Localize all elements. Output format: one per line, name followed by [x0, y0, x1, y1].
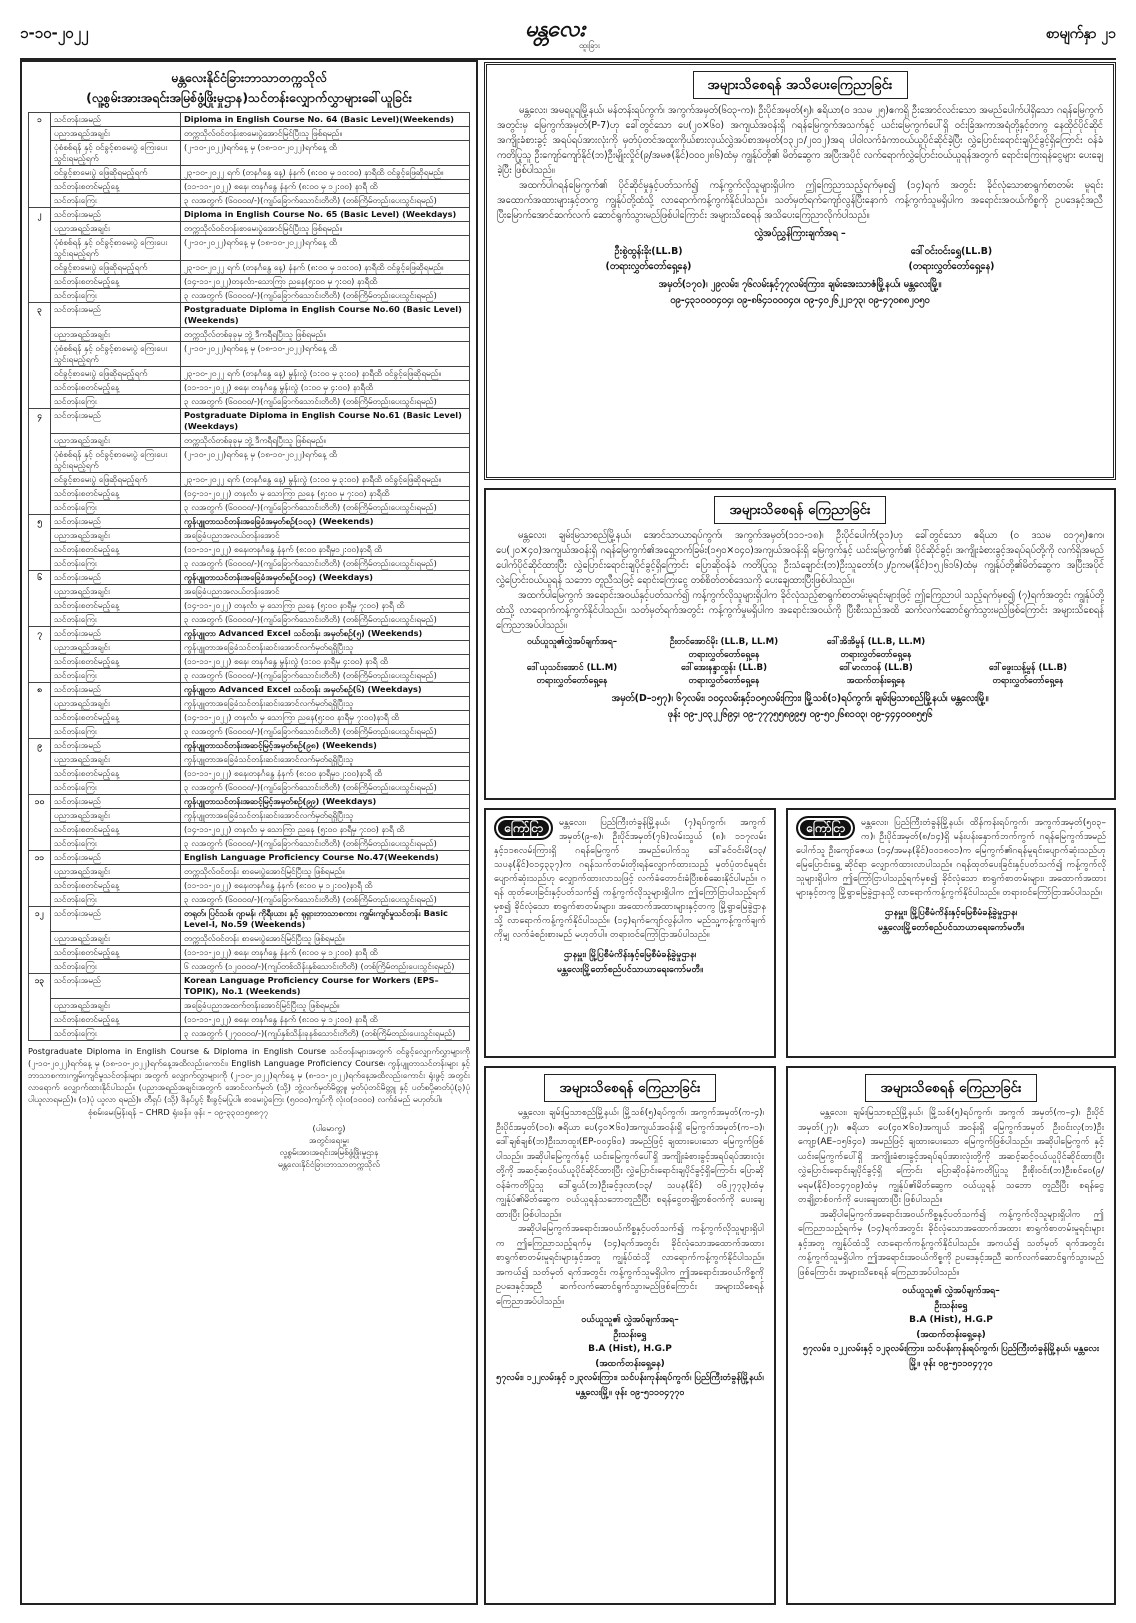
course-row [29, 180, 470, 194]
notice-2-title: အများသိစေရန် ကြေညာခြင်း [714, 496, 885, 524]
course-row [29, 557, 470, 571]
logo-text: မန္တလေး [525, 16, 585, 42]
notice-5-paragraph-2: အဆိုပါမြေကွက်အရောင်းအဝယ်ကိစ္စနှင့်ပတ်သက်၍ ကန့်ကွက်လိုသူများရှိပါက ဤကြေညာသည့်ရက်မှ (၁၄)ရက်အတွင်း ခိုင်လုံသောအထောက်အထား စာရွက်စာတမ်းမူရင်းများနှင့်အတူ ကျွန်ုပ်ထံသို့ လာရောက်ကန့်ကွက်နိုင်ပါသည်။ အကယ်၍ သတ်မှတ် ရက်အတွင်း ကန့်ကွက်သူမရှိပါက ဤအရောင်းအဝယ်ကိစ္စကို ဥပဒေနှင့်အညီ ဆက်လက်ဆောင်ရွက်သွားမည်ဖြစ်ကြောင်း အများသိစေရန် ကြေညာအပ်ပါသည်။ [496, 1224, 764, 1307]
course-field-label: သင်တန်းကြေး [51, 501, 181, 515]
course-row [29, 599, 470, 613]
course-number: ၁၁ [29, 851, 51, 907]
page-header [20, 14, 1116, 62]
course-field-label: သင်တန်းစတင်မည့်နေ့ [51, 381, 181, 395]
course-field-value: ကွန်ပျူတာသင်တန်းအဆင့်မြင့်အမှတ်စဉ်(၉၉) (Weekdays) [181, 795, 470, 809]
course-field-value: (၂-၁၀-၂၀၂၂)ရက်နေ့ မှ (၁၈-၁၀-၂၀၂၂)ရက်နေ့ ထိ [181, 141, 470, 166]
lawyer-e-name: ဒေါ်မာလာဝန် (LL.B) [839, 663, 913, 673]
course-row [29, 328, 470, 342]
course-field-value: ကွန်ပျူတာ Advanced Excel သင်တန်း အမှတ်စဉ်(၅) (Weekends) [181, 627, 470, 641]
course-number: ၁၂ [29, 907, 51, 974]
lawyer-f-title: တရားလွှတ်တော်ရှေ့နေ [992, 676, 1064, 686]
course-field-label: ဝင်ခွင့်စာမေးပွဲ ဖြေဆိုရမည့်ရက် [51, 473, 181, 487]
course-row [29, 999, 470, 1013]
course-field-value: (၁၄-၁၁-၂၀၂၂) တနင်္လာ မှ သောကြာ ညနေ (၅:၀၀ မှ ၇:၀၀) နာရီထိ [181, 487, 470, 501]
course-field-label: ပညာအရည်အချင်း [51, 697, 181, 711]
course-row [29, 767, 470, 781]
course-field-label: သင်တန်းစတင်မည့်နေ့ [51, 599, 181, 613]
course-row [29, 208, 470, 222]
course-field-label: သင်တန်းစတင်မည့်နေ့ [51, 275, 181, 289]
course-field-value: ၃ လအတွက် (၆၀၀၀၀/-)(ကျပ်ခြောက်သောင်းတိတိ) (တစ်ကြိမ်တည်းပေးသွင်းရမည်) [181, 613, 470, 627]
advertisement-2-footer-line-2: မန္တလေးမြို့တော်စည်ပင်သာယာရေးကော်မတီ။ [878, 923, 1024, 933]
course-field-label: သင်တန်းကြေး [51, 893, 181, 907]
course-field-label: သင်တန်းအမည် [51, 208, 181, 222]
course-number: ၆ [29, 571, 51, 627]
course-row [29, 753, 470, 767]
course-field-value: ကွန်ပျူတာအခြေခံသင်တန်းဆင်းအောင်လက်မှတ်ရရှိပြီးသူ [181, 809, 470, 823]
course-row [29, 127, 470, 141]
course-row [29, 1013, 470, 1027]
course-row [29, 434, 470, 448]
course-row [29, 627, 470, 641]
course-field-label: သင်တန်းအမည် [51, 795, 181, 809]
course-field-value: တက္ကသိုလ်ဝင်တန်း စာမေးပွဲအောင်မြင်ပြီးသူ ဖြစ်ရမည်။ [181, 932, 470, 946]
course-number: ၁၃ [29, 974, 51, 1041]
issue-date: ၁-၁၀-၂၀၂၂ [20, 24, 89, 42]
course-field-value: ၃ လအတွက် (၆၀၀၀၀/-)(ကျပ်ခြောက်သောင်းတိတိ) (တစ်ကြိမ်တည်းပေးသွင်းရမည်) [181, 781, 470, 795]
course-row [29, 515, 470, 529]
notice-2-address: အမှတ်(D–၁၅၇)၊ ၆၇လမ်း၊ ၁၀၄လမ်းနှင့်၁၀၅လမ်းကြား၊ မြို့သစ်(၁)ရပ်ကွက်၊ ချမ်းမြသာစည်မြို့နယ်၊ မန္တလေးမြို့။ [611, 693, 989, 704]
course-field-label: သင်တန်းစတင်မည့်နေ့ [51, 767, 181, 781]
contact-label: စုံစမ်းမေးမြန်းရန် [88, 1107, 137, 1117]
course-field-value: English Language Proficiency Course No.47(Weekends) [181, 851, 470, 865]
course-field-label: ပညာအရည်အချင်း [51, 999, 181, 1013]
signature-block [28, 1122, 470, 1170]
course-field-label: ဝင်ခွင့်စာမေးပွဲ ဖြေဆိုရမည့်ရက် [51, 261, 181, 275]
course-field-value: ကွန်ပျူတာအခြေခံသင်တန်းဆင်းအောင်လက်မှတ်ရရှိပြီးသူ [181, 641, 470, 655]
course-field-value: တက္ကသိုလ်တစ်ခုခုမှ ဘွဲ့ ဒီကရီရပြီးသူ ဖြစ်ရမည်။ [181, 328, 470, 342]
course-field-label: သင်တန်းကြေး [51, 725, 181, 739]
notice-5-sign-degree: B.A (Hist), H.G.P [588, 1344, 672, 1354]
course-field-label: သင်တန်းအမည် [51, 739, 181, 753]
course-table [28, 112, 470, 1041]
signature-line-4: မန္တလေးနိုင်ငံခြားဘာသာတက္ကသိုလ် [278, 1159, 380, 1169]
course-row [29, 809, 470, 823]
course-field-value: (၁၁-၁၁-၂၀၂၂) စနေ၊ တနင်္ဂနွေ မွန်းလွဲ (၁:၀၀ နာရီမှ ၄:၀၀) နာရီ ထိ [181, 655, 470, 669]
notice-6-sign-name: ဦးသန်းရွှေ [934, 1300, 968, 1311]
course-field-value: (၁၄-၁၁-၂၀၂၂)တနင်္လာ-သောကြာ ညနေ(၅:၀၀ မှ ၇:၀၀) နာရီထိ [181, 275, 470, 289]
notice-1-paragraph-2: အထက်ပါဂရန်မြေကွက်၏ ပိုင်ဆိုင်မှုနှင့်ပတ်သက်၍ ကန့်ကွက်လိုသူများရှိပါက ဤကြေညာသည့်ရက်မှစ၍ (၁၄)ရက် အတွင်း ခိုင်လုံသောစာရွက်စာတမ်း မူရင်းအထောက်အထားများနှင့်တကွ ကျွန်ုပ်တို့ထံသို့ လာရောက်ကန့်ကွက်နိုင်ပါသည်။ သတ်မှတ်ရက်ကျော်လွန်ပြီးနောက် ကန့်ကွက်သူမရှိပါက အရောင်းအဝယ်ကိစ္စကို ဥပဒေနှင့်အညီ ပြီးမြောက်အောင်ဆက်လက် ဆောင်ရွက်သွားမည်ဖြစ်ပါကြောင်း အများသိစေရန် အသိပေးကြေညာလိုက်ပါသည်။ [497, 180, 1103, 221]
course-field-label: သင်တန်းအမည် [51, 571, 181, 585]
course-field-label: ပညာအရည်အချင်း [51, 127, 181, 141]
notice-title [28, 68, 470, 108]
course-field-label: ဝင်ခွင့်စာမေးပွဲ ဖြေဆိုရမည့်ရက် [51, 367, 181, 381]
course-row [29, 879, 470, 893]
lawyer-a-title: တရားလွှတ်တော်ရှေ့နေ [688, 650, 760, 660]
course-field-label: သင်တန်းအမည် [51, 907, 181, 932]
course-row [29, 946, 470, 960]
course-number: ၃ [29, 303, 51, 409]
course-field-value: Diploma in English Course No. 64 (Basic Level)(Weekends) [181, 113, 470, 127]
course-field-label: သင်တန်းကြေး [51, 669, 181, 683]
course-field-label: သင်တန်းကြေး [51, 1027, 181, 1041]
course-field-value: (၁၄-၁၁-၂၀၂၂) တနင်္လာ မှ သောကြာ ညနေ (၅:၀၀ နာရီမှ ၇:၀၀) နာရီ ထိ [181, 823, 470, 837]
course-field-label: ပုံစံစစ်ရန် နှင့် ဝင်ခွင့်စာမေးပွဲ ကြေးပေးသွင်းရမည့်ရက် [51, 342, 181, 367]
advertisement-notice-1 [484, 808, 776, 1058]
course-field-label: ပညာအရည်အချင်း [51, 328, 181, 342]
course-field-label: သင်တန်းအမည် [51, 515, 181, 529]
notice-5-title: အများသိစေရန် ကြေညာခြင်း [544, 1074, 715, 1102]
notice-6-paragraph-2: အဆိုပါမြေကွက်အရောင်းအဝယ်ကိစ္စနှင့်ပတ်သက်၍ ကန့်ကွက်လိုသူများရှိပါက ဤကြေညာသည့်ရက်မှ (၁၄)ရက်အတွင်း ခိုင်လုံသောအထောက်အထား စာရွက်စာတမ်းမူရင်းများနှင့်အတူ ကျွန်ုပ်ထံသို့ လာရောက်ကန့်ကွက်နိုင်ပါသည်။ အကယ်၍ သတ်မှတ် ရက်အတွင်း ကန့်ကွက်သူမရှိပါက ဤအရောင်းအဝယ်ကိစ္စကို ဥပဒေနှင့်အညီ ဆက်လက်ဆောင်ရွက်သွားမည်ဖြစ်ကြောင်း အများသိစေရန် ကြေညာအပ်ပါသည်။ [798, 1209, 1104, 1278]
course-field-label: ပညာအရည်အချင်း [51, 434, 181, 448]
course-row [29, 529, 470, 543]
lawyer-c-name: ဒေါ်ယုသင်းအောင် (LL.M) [526, 663, 618, 673]
course-field-label: သင်တန်းစတင်မည့်နေ့ [51, 879, 181, 893]
course-field-label: ပညာအရည်အချင်း [51, 222, 181, 236]
notice-5-address: ၅၇လမ်း၊ ၁၂၂လမ်းနှင့် ၁၂၃လမ်းကြား၊ သင်ပန်းကုန်းရပ်ကွက်၊ ပြည်ကြီးတံခွန်မြို့နယ်၊ မန္တလေးမြို့။ ဖုန်း ၀၉-၅၁၁၀၄၇၇၀ [496, 1373, 764, 1398]
notice-1-title: အများသိစေရန် အသိပေးကြေညာခြင်း [693, 71, 908, 99]
course-field-value: (၂-၁၀-၂၀၂၂)ရက်နေ့ မှ (၁၈-၁၀-၂၀၂၂)ရက်နေ့ ထိ [181, 448, 470, 473]
course-row [29, 585, 470, 599]
course-row [29, 907, 470, 932]
course-field-value: Diploma in English Course No. 65 (Basic Level) (Weekdays) [181, 208, 470, 222]
course-field-label: သင်တန်းစတင်မည့်နေ့ [51, 543, 181, 557]
course-row [29, 823, 470, 837]
course-field-label: သင်တန်းစတင်မည့်နေ့ [51, 180, 181, 194]
course-number: ၁ [29, 113, 51, 208]
course-field-value: ၃ လအတွက် (၆၀၀၀၀/-)(ကျပ်ခြောက်သောင်းတိတိ) (တစ်ကြိမ်တည်းပေးသွင်းရမည်) [181, 194, 470, 208]
course-field-label: သင်တန်းစတင်မည့်နေ့ [51, 1013, 181, 1027]
course-field-label: သင်တန်းကြေး [51, 960, 181, 974]
course-field-value: ၃ လအတွက် (၆၀၀၀၀/-)(ကျပ်ခြောက်သောင်းတိတိ) (တစ်ကြိမ်တည်းပေးသွင်းရမည်) [181, 669, 470, 683]
course-field-value: (၁၁-၁၁-၂၀၂၂) စနေ၊တနင်္ဂနွေ နံနက် (၈:၀၀ မှ ၁၂:၀၀)နာရီ ထိ [181, 879, 470, 893]
notice-6-title: အများသိစေရန် ကြေညာခြင်း [865, 1074, 1036, 1102]
course-field-label: သင်တန်းအမည် [51, 851, 181, 865]
course-field-value: ၃ လအတွက် (၆၀၀၀၀/-)(ကျပ်ခြောက်သောင်းတိတိ) (တစ်ကြိမ်တည်းပေးသွင်းရမည်) [181, 557, 470, 571]
contact-line [28, 1106, 470, 1118]
lawyer-1 [606, 244, 692, 274]
lawyer-c [496, 662, 648, 688]
course-field-label: သင်တန်းကြေး [51, 837, 181, 851]
notice-2-paragraph-1: မန္တလေး၊ ချမ်းမြသာစည်မြို့နယ်၊ အောင်သာယာရပ်ကွက်၊ အကွက်အမှတ်(၁၁၁-၁၈)၊ ဦးပိုင်ပေါက်(၃၁)ဟု ခေါ်တွင်သော ဧရိယာ (၀ ဒသမ ၀၁၇၅)ဧက၊ ပေ(၂၀×၄၀)အကျယ်အဝန်းရှိ ဂရန်မြေကွက်၏အရှေ့ဘက်ခြမ်း(၁၅၀×၀၄၀)အကျယ်အဝန်းရှိ မြေကွက်နှင့် ယင်းမြေကွက်၏ ပိုင်ဆိုင်ခွင့်၊ အကျိုးခံစားခွင့်အရပ်ရပ်တို့ကို လက်ရှိအမည်ပေါက်ပိုင်ဆိုင်ထားပြီး လွှဲပြောင်းရောင်းချပိုင်ခွင့်ရှိကြောင်း ပြောဆိုဝန်ခံ ကတိပြုသူ ဦးသံချောင်း(ဘ)ဦးသူတော်(၁၂/ဥကမ(နိုင်)၁၅၂၆၁၆)ထံမှ ကျွန်ုပ်တို့၏မိတ်ဆွေက အပြီးအပိုင် လွှဲပြောင်း၀ယ်ယူရန် သဘော တူညီသဖြင့် ရောင်းကြေးငွေ တစ်စိတ်တစ်ဒေသကို ပေးချေထားပြီးဖြစ်ပါသည်။ [496, 530, 1104, 586]
advertisement-2-footer [796, 906, 1106, 936]
course-field-value: ကွန်ပျူတာ Advanced Excel သင်တန်း အမှတ်စဉ်(၆) (Weekdays) [181, 683, 470, 697]
course-field-value: တက္ကသိုလ်တစ်ခုခုမှ ဘွဲ့ ဒီကရီရပြီးသူ ဖြစ်ရမည်။ [181, 434, 470, 448]
course-field-value: ၆ လအတွက် (၁၂၀၀၀၀/-)(ကျပ်တစ်သိန်းနှစ်သောင်းတိတိ) (တစ်ကြိမ်တည်းပေးသွင်းရမည်) [181, 960, 470, 974]
course-field-value: အခြေခံပညာအလယ်တန်းအောင် [181, 585, 470, 599]
course-row [29, 655, 470, 669]
lawyer-d-name: ဒေါ်အေးနန္ဒာထွန်း (LL.B) [680, 663, 768, 673]
course-field-value: (၁၄-၁၁-၂၀၂၂) တနင်္လာ မှ သောကြာ ညနေ (၅:၀၀ နာရီမှ ၇:၀၀) နာရီ ထိ [181, 599, 470, 613]
course-field-value: (၂-၁၀-၂၀၂၂)ရက်နေ့ မှ (၁၈-၁၀-၂၀၂၂)ရက်နေ့ ထိ [181, 342, 470, 367]
course-row [29, 395, 470, 409]
course-row [29, 795, 470, 809]
course-field-value: ၂၃-၁၀-၂၀၂၂ ရက် (တနင်္ဂနွေ နေ့) နံနက် (၈:၀၀ မှ ၁၀:၀၀) နာရီထိ ဝင်ခွင့်ဖြေဆိုရမည်။ [181, 166, 470, 180]
course-field-value: ကွန်ပျူတာအခြေခံသင်တန်းဆင်းအောင်လက်မှတ်ရရှိပြီးသူ [181, 753, 470, 767]
course-field-label: ပညာအရည်အချင်း [51, 585, 181, 599]
course-row [29, 367, 470, 381]
course-row [29, 641, 470, 655]
course-row [29, 194, 470, 208]
signature-line-2: အတွင်းရေးမှူး [308, 1135, 350, 1145]
course-field-value: Korean Language Proficiency Course for Workers (EPS–TOPIK), No.1 (Weekends) [181, 974, 470, 999]
course-field-label: ပညာအရည်အချင်း [51, 529, 181, 543]
course-field-label: သင်တန်းကြေး [51, 194, 181, 208]
lawyer-2-title: (တရားလွှတ်တော်ရှေ့နေ) [908, 261, 995, 272]
course-field-label: ပုံစံစစ်ရန် နှင့် ဝင်ခွင့်စာမေးပွဲ ကြေးပေးသွင်းရမည့်ရက် [51, 236, 181, 261]
course-number: ၄ [29, 409, 51, 515]
notice-6-sign-title: (အထက်တန်းရှေ့နေ) [916, 1329, 986, 1340]
course-field-label: သင်တန်းစတင်မည့်နေ့ [51, 823, 181, 837]
advertisement-2-footer-line-1: ဌာနမှူး၊ မြို့ပြစီမံကိန်းနှင့်မြေစီမံခန့်ခွဲမှုဌာန၊ [884, 908, 1018, 918]
course-field-value: (၁၁-၁၁-၂၀၂၂) စနေ၊တနင်္ဂနွေ နံနက် (၈:၀၀ နာရီမှ၁၂:၀၀)နာရီ ထိ [181, 767, 470, 781]
lawyer-a-name: ဦးတင်အောင်မိုး (LL.B, LL.M) [669, 637, 779, 647]
lawyer-e [800, 662, 952, 688]
course-field-value: အခြေခံပညာအထက်တန်းအောင်မြင်ပြီးသူ ဖြစ်ရမည်။ [181, 999, 470, 1013]
course-field-value: Postgraduate Diploma in English Course No.60 (Basic Level) (Weekends) [181, 303, 470, 328]
course-field-label: သင်တန်းကြေး [51, 613, 181, 627]
course-field-label: ပညာအရည်အချင်း [51, 753, 181, 767]
footer-note: Postgraduate Diploma in English Course & Diploma in English Course သင်တန်းများအတွက် ဝင်ခွင့်လျှောက်လွှာများကို (၂-၁၀-၂၀၂၂)ရက်နေ့ မှ (၁၈-၁၀-၂၀၂၂)ရက်နေ့အထိလည်းကောင်း၊ English Language Proficiency Course၊ ကွန်ပျူတာသင်တန်းများ နှင့် ဘာသာစကားကျွမ်းကျင်မှုသင်တန်းများ အတွက် လျှောက်လွှာများကို (၂-၁၀-၂၀၂၂)ရက်နေ့ မှ (၈-၁၁-၂၀၂၂)ရက်နေ့အထိလည်းကောင်း ရုံးဖွင့် အတွင်းလာရောက် လျှောက်ထားနိုင်ပါသည်။ (ပညာအရည်အချင်းအတွက် အောင်လက်မှတ် (သို့) ဘွဲ့လက်မှတ်မိတ္တူ၊ မှတ်ပုံတင်မိတ္တူ နှင့် ပတ်စပို့ဓာတ်ပုံ(၃)ပုံ ပါယူလာရမည်)။ (၁)ပုံ ယူလာ ရမည်)။ တီရှပ် (သို့) ဖိနပ်ပွင့် စီးခွင့်မပြုပါ။ စာမေးပွဲကြေး (၅၀၀၀)ကျပ်ကို လုံးဝ(၁၀၀၀) လက်ခံမည် မဟုတ်ပါ။ [28, 1046, 470, 1104]
course-field-value: ၃ လအတွက် (၆၀၀၀၀/-)(ကျပ်ခြောက်သောင်းတိတိ) (တစ်ကြိမ်တည်းပေးသွင်းရမည်) [181, 395, 470, 409]
course-number: ၈ [29, 683, 51, 739]
course-field-value: ၃ လအတွက် (၆၀၀၀၀/-)(ကျပ်ခြောက်သောင်းတိတိ) (တစ်ကြိမ်တည်းပေးသွင်းရမည်) [181, 893, 470, 907]
course-number: ၂ [29, 208, 51, 303]
notice-2-lawyer-heading: ဝယ်ယူသူ၏လွှဲအပ်ချက်အရ– [526, 637, 618, 647]
course-row [29, 932, 470, 946]
lawyer-b [800, 636, 952, 662]
course-number: ၉ [29, 739, 51, 795]
notice-footer [28, 1045, 470, 1118]
course-row [29, 893, 470, 907]
course-row [29, 851, 470, 865]
notice-2-phone: ဖုန်း ၀၉-၂၀၃၂၂၆၉၄၊ ၀၉-၇၇၇၅၅၈၉၉၅၊ ၀၉-၅၀၂၆၈၁၀၃၊ ၀၉-၄၄၄၀၀၈၅၅၆ [667, 709, 933, 720]
course-row [29, 837, 470, 851]
lawyer-b-name: ဒေါ်အိအိမွန် (LL.B, LL.M) [826, 637, 926, 647]
notice-6-paragraph-1: မန္တလေး၊ ချမ်းမြသာစည်မြို့နယ်၊ မြို့သစ်(၅)ရပ်ကွက်၊ အကွက် အမှတ်(က–၄)၊ ဦးပိုင်အမှတ်(၂၇)၊ ဧရိယာ ပေ(၄၀×၆၀)အကျယ် အဝန်းရှိ မြေကွက်အမှတ် ဦးဝင်းလှ(ဘ)ဦးကျော့(AE–၁၅၆၄၀) အမည်ဖြင့် ချထားပေးသော မြေကွက်ဖြစ်ပါသည်။ အဆိုပါမြေကွက် နှင့်ယင်းမြေကွက်ပေါ်ရှိ အကျိုးခံစားခွင့်အရပ်ရပ်အားလုံးတို့ကို အဆင့်ဆင့်ဝယ်ယူပိုင်ဆိုင်ထားပြီး လွှဲပြောင်းရောင်းချပိုင်ခွင့်ရှိ ကြောင်း ပြောဆိုဝန်ခံကတိပြုသူ ဦးစိုးဝင်း(ဘ)ဦးစင်ဝေ(၉/ မရမ(နိုင်)၀၁၄၇၀၉)ထံမှ ကျွန်ုပ်၏မိတ်ဆွေက ဝယ်ယူရန် သဘော တူညီပြီး စရန်ငွေတချို့တစ်ဝက်ကို ပေးချေထားပြီး ဖြစ်ပါသည်။ [798, 1108, 1104, 1205]
course-row [29, 303, 470, 328]
course-field-label: သင်တန်းအမည် [51, 974, 181, 999]
course-row [29, 487, 470, 501]
notice-1-lawyers [497, 244, 1103, 274]
course-row [29, 697, 470, 711]
course-number: ၅ [29, 515, 51, 571]
course-row [29, 571, 470, 585]
notice-2-paragraph-2: အထက်ပါမြေကွက် အရောင်းအဝယ်နှင့်ပတ်သက်၍ ကန့်ကွက်လိုသူများရှိပါက ခိုင်လုံသည့်စာရွက်စာတမ်းမူရင်းများဖြင့် ဤကြေညာပါ သည့်ရက်မှစ၍ (၇)ရက်အတွင်း ကျွန်ုပ်တို့ထံသို့ လာရောက်ကန့်ကွက်နိုင်ပါသည်။ သတ်မှတ်ရက်အတွင်း ကန့်ကွက်မှုမရှိပါက အရောင်းအဝယ်ကို ပြီးစီးသည်အထိ ဆက်လက်ဆောင်ရွက်သွားမည်ဖြစ်ကြောင်း အများသိစေရန် ကြေညာအပ်ပါသည်။ [496, 590, 1104, 631]
course-field-label: သင်တန်းအမည် [51, 409, 181, 434]
notice-5-sign-heading: ဝယ်ယူသူ၏ လွှဲအပ်ချက်အရ– [581, 1315, 679, 1325]
course-row [29, 1027, 470, 1041]
course-field-label: သင်တန်းအမည် [51, 113, 181, 127]
signature-line-1: (ပါမောက္ခ) [312, 1123, 346, 1133]
contact-value: – CHRD ရုံးခန်း၊ ဖုန်း – ၀၉-၃၃၀၁၅၈၈၇၇ [139, 1107, 268, 1117]
lawyer-f-name: ဒေါ်ဖွေးသန့်မွန် (LL.B) [988, 663, 1068, 673]
course-field-value: တက္ကသိုလ်ဝင်တန်းစာမေးပွဲအောင်မြင်ပြီးသူ ဖြစ်ရမည်။ [181, 127, 470, 141]
course-row [29, 711, 470, 725]
course-field-value: (၁၁-၁၁-၂၀၂၂) စနေ၊ တနင်္ဂနွေ မွန်းလွဲ (၁:၀၀ မှ ၄:၀၀) နာရီထိ [181, 381, 470, 395]
course-field-label: ပညာအရည်အချင်း [51, 641, 181, 655]
course-field-label: ပုံစံစစ်ရန် နှင့် ဝင်ခွင့်စာမေးပွဲ ကြေးပေးသွင်းရမည့်ရက် [51, 141, 181, 166]
notice-1-address: အမှတ်(၁၇၀)၊ ၂၉လမ်း၊ ၇၆လမ်းနှင့်၇၇လမ်းကြား၊ ချမ်းအေးသာဇံမြို့နယ်၊ မန္တလေးမြို့။ [658, 279, 942, 290]
lawyer-1-title: (တရားလွှတ်တော်ရှေ့နေ) [605, 261, 692, 272]
course-field-value: (၁၁-၁၁-၂၀၂၂) စနေ၊တနင်္ဂနွေ နံနက် (၈:၀၀ နာရီမှ၁၂:၀၀)နာရီ ထိ [181, 543, 470, 557]
course-field-label: သင်တန်းစတင်မည့်နေ့ [51, 946, 181, 960]
course-field-label: သင်တန်းစတင်မည့်နေ့ [51, 655, 181, 669]
lawyer-e-title: အထက်တန်းရှေ့နေ [846, 676, 906, 686]
course-field-value: ၂၃-၁၀-၂၀၂၂ ရက် (တနင်္ဂနွေ နေ့) နံနက် (၈:၀၀ မှ ၁၀:၀၀) နာရီထိ ဝင်ခွင့်ဖြေဆိုရမည်။ [181, 261, 470, 275]
course-row [29, 960, 470, 974]
newspaper-logo [525, 14, 617, 54]
course-row [29, 448, 470, 473]
advertisement-1-footer [494, 948, 766, 978]
course-row [29, 739, 470, 753]
course-row [29, 501, 470, 515]
course-row [29, 222, 470, 236]
notice-5-paragraph-1: မန္တလေး၊ ချမ်းမြသာစည်မြို့နယ်၊ မြို့သစ်(၅)ရပ်ကွက်၊ အကွက်အမှတ်(က-၄)၊ ဦးပိုင်အမှတ်(၁၀)၊ ဧရိယာ ပေ(၄၀×၆၀)အကျယ်အဝန်းရှိ မြေကွက်အမှတ်(က–၁)၊ ဒေါ်ချစ်ချစ်(ဘ)ဦးသာထူး(EP-၀၀၄၆၀) အမည်ဖြင့် ချထားပေးသော မြေကွက်ဖြစ်ပါသည်။ အဆိုပါမြေကွက်နှင့် ယင်းမြေကွက်ပေါ်ရှိ အကျိုးခံစားခွင့်အရပ်ရပ်အားလုံးတို့ကို အဆင့်ဆင့်ဝယ်ယူပိုင်ဆိုင်ထားပြီး လွှဲပြောင်းရောင်းချပိုင်ခွင့်ရှိကြောင်း ပြောဆို ဝန်ခံကတိပြုသူ ဒေါ်ရွယ်(ဘ)ဦးခင့်ဒုလာ(၁၃/ သပန(နိုင်) ၀၆၂၇၇၃)ထံမှ ကျွန်ုပ်၏မိတ်ဆွေက ဝယ်ယူရန်သဘောတူညီပြီး စရန်ငွေတချို့တစ်ဝက်ကို ပေးချေထားပြီး ဖြစ်ပါသည်။ [496, 1108, 764, 1220]
course-field-label: သင်တန်းအမည် [51, 627, 181, 641]
notice-6-sign-degree: B.A (Hist), H.G.P [909, 1315, 993, 1325]
notice-6-address: ၅၇လမ်း၊ ၁၂၂လမ်းနှင့် ၁၂၃လမ်းကြား၊ သင်ပန်းကုန်းရပ်ကွက်၊ ပြည်ကြီးတံခွန်မြို့နယ်၊ မန္တလေးမြို့။ ဖုန်း ၀၉-၅၁၁၀၄၇၇၀ [802, 1344, 1100, 1369]
public-notice-1 [484, 62, 1116, 480]
course-number: ၁၀ [29, 795, 51, 851]
advertisement-2-text: မန္တလေး၊ ပြည်ကြီးတံခွန်မြို့နယ်၊ ထိန်ကန်းရပ်ကွက်၊ အကွက်အမှတ်(၅၀၃–က)၊ ဦးပိုင်အမှတ်(၈/၁၄)ရှိ မန်းပန်းနှောက်ဘက်ကွက် ဂရန်မြေကွက်အမည်ပေါက်သူ ဦးကျော်ဇေယ (၁၄/အမန(နိုင်)၀၀၁၈၀၁)က မြေကွက်၏ဂရန်မူရင်းပျောက်ဆုံးသည်ဟု မြေပြောင်းရွှေ့ ဆိုင်ရာ လျှောက်ထားလာပါသည်။ ဂရန်ထုတ်ပေးခြင်းနှင့်ပတ်သက်၍ ကန့်ကွက်လိုသူများရှိပါက ဤကြော်ငြာပါသည့်ရက်မှစ၍ ခိုင်လုံသော စာရွက်စာတမ်းများ၊ အထောက်အထားများနှင့်တကွ မြို့ရွာမြေခွဲဌာနသို့ လာရောက်ကန့်ကွက်နိုင်ပါသည်။ တရားဝင်ကြော်ငြာအပ်ပါသည်။ [796, 818, 1106, 898]
course-row [29, 113, 470, 127]
course-field-label: ပညာအရည်အချင်း [51, 932, 181, 946]
advertisement-badge-2: ကြော်ငြာ [796, 816, 855, 840]
course-field-value: ၃ လအတွက် (၆၀၀၀၀/-)(ကျပ်ခြောက်သောင်းတိတိ) (တစ်ကြိမ်တည်းပေးသွင်းရမည်) [181, 289, 470, 303]
course-row [29, 381, 470, 395]
lawyer-2 [909, 244, 995, 274]
lawyer-2-name: ဒေါ်ဝင်းဝင်းရွှေ(LL.B) [910, 246, 993, 257]
lawyer-a [648, 636, 800, 662]
advertisement-1-footer-line-1: ဌာနမှူး၊ မြို့ပြစီမံကိန်းနှင့်မြေစီမံခန့်ခွဲမှုဌာန၊ [563, 950, 697, 960]
lawyer-b-title: တရားလွှတ်တော်ရှေ့နေ [840, 650, 912, 660]
notice-title-line-2: (လူ့စွမ်းအားအရင်းအမြစ်ဖွံ့ဖြိုးမှုဌာန)သင်တန်းလျှောက်လွှာများခေါ်ယူခြင်း [86, 90, 412, 105]
course-field-value: တက္ကသိုလ်ဝင်တန်း စာမေးပွဲအောင်မြင်ပြီးသူ ဖြစ်ရမည်။ [181, 865, 470, 879]
advertisement-1-text: မန္တလေး၊ ပြည်ကြီးတံခွန်မြို့နယ်၊ (၇)ရပ်ကွက်၊ အကွက်အမှတ်(၉-၈)၊ ဦးပိုင်အမှတ်(၇၆)လမ်းသွယ် (၈)၊ ၁၁၇လမ်းနှင့်၁၁၈လမ်းကြားရှိ ဂရန်မြေကွက် အမည်ပေါက်သူ ဒေါ်ခင်ဝင်းမိ(၁၃/သပန(နိုင်)၀၁၄၃၃၇)က ဂရန်သက်တမ်းတိုးရန်လျှောက်ထားသည့် မှတ်ပုံတင်မူရင်း ပျောက်ဆုံးသည်ဟု လျှောက်ထားလာသဖြင့် လက်ခံတောင်းခံပြီးစစ်ဆေးနိုင်ပါမည်။ ဂရန် ထုတ်ပေးခြင်းနှင့်ပတ်သက်၍ ကန့်ကွက်လိုသူများရှိပါက ဤကြော်ငြာပါသည့်ရက်မှစ၍ ခိုင်လုံသော စာရွက်စာတမ်းများ၊ အထောက်အထားများနှင့်တကွ မြို့ရွာမြေခွဲဌာနသို့ လာရောက်ကန့်ကွက်နိုင်ပါသည်။ (၁၄)ရက်ကျော်လွန်ပါက မည်သူ့ကန့်ကွက်ချက်ကိုမျှ လက်ခံစဉ်းစားမည် မဟုတ်ပါ။ တရားဝင်ကြော်ငြာအပ်ပါသည်။ [494, 818, 766, 940]
course-row [29, 781, 470, 795]
notice-2-lawyers [496, 636, 1104, 688]
course-field-label: သင်တန်းစတင်မည့်နေ့ [51, 711, 181, 725]
course-field-value: ကွန်ပျူတာအခြေခံသင်တန်းဆင်းအောင်လက်မှတ်ရရှိပြီးသူ [181, 697, 470, 711]
course-field-value: ၂၃-၁၀-၂၀၂၂ ရက် (တနင်္ဂနွေ နေ့) မွန်းလွဲ (၁:၀၀ မှ ၃:၀၀) နာရီထိ ဝင်ခွင့်ဖြေဆိုရမည်။ [181, 367, 470, 381]
advertisement-notice-2 [786, 808, 1116, 1058]
course-field-label: သင်တန်းကြေး [51, 289, 181, 303]
course-field-label: သင်တန်းအမည် [51, 683, 181, 697]
lawyer-f [952, 662, 1104, 688]
signature-line-3: လူ့စွမ်းအားအရင်းအမြစ်ဖွံ့ဖြိုးမှုဌာန [279, 1147, 379, 1157]
course-row [29, 261, 470, 275]
course-field-label: ပညာအရည်အချင်း [51, 809, 181, 823]
course-field-label: သင်တန်းကြေး [51, 395, 181, 409]
course-field-value: ၃ လအတွက် (၆၀၀၀၀/-)(ကျပ်ခြောက်သောင်းတိတိ) (တစ်ကြိမ်တည်းပေးသွင်းရမည်) [181, 837, 470, 851]
course-row [29, 289, 470, 303]
course-field-label: ဝင်ခွင့်စာမေးပွဲ ဖြေဆိုရမည့်ရက် [51, 166, 181, 180]
notice-5-signature [496, 1313, 764, 1400]
course-field-value: (၁၁-၁၁-၂၀၂၂) စနေ၊ တနင်္ဂနွေ နံနက် (၈:၀၀ မှ ၁၂:၀၀) နာရီ ထိ [181, 946, 470, 960]
course-field-value: ကွန်ပျူတာသင်တန်းအဆင့်မြင့်အမှတ်စဉ်(၉၈) (Weekends) [181, 739, 470, 753]
course-row [29, 725, 470, 739]
course-field-value: Postgraduate Diploma in English Course No.61 (Basic Level) (Weekdays) [181, 409, 470, 434]
notice-1-paragraph-1: မန္တလေး၊ အမရပူရမြို့နယ်၊ မန်တန်းရပ်ကွက်၊ အကွက်အမှတ်(၆၀၃-က)၊ ဦးပိုင်အမှတ်(၅)၊ ဧရိယာ(၀ ဒသမ ၂၅)ဧကရှိ ဦးအောင်လင်းသော အမည်ပေါက်ပါရှိသော ဂရန်မြေကွက်အတွင်းမှ မြေကွက်အမှတ်(P-7)ဟု ခေါ်တွင်သော ပေ(၂၀×၆၀) အကျယ်အဝန်းရှိ ဂရန်မြေကွက်အသက်နှင့် ယင်းမြေကွက်ပေါ်ရှိ ဝင်းခြံအကာအရံတို့နှင့်တကွ နေထိုင်ပိုင်ဆိုင်အကျိုးခံစားခွင့် အရပ်ရပ်အားလုံးကို မှတ်ပုံတင်အထူးကိုယ်စားလှယ်လွှဲအပ်စာအမှတ်(၁၃၂၁/၂၀၁၂)အရ ပါဝါလက်ခံကာ၀ယ်ယူပိုင်ဆိုင်ခဲ့ပြီး လွှဲပြောင်းရောင်းချပိုင်ခွင့်ရှိကြောင်း ဝန်ခံကတိပြုသူ ဦးကျော်ကျော်နိုင်(ဘ)ဦးမျိုးလှိုင်(၉/အမဇ(နိုင်)၀၀၀၂၈၆)ထံမှ ကျွန်ုပ်တို့၏ မိတ်ဆွေက အပြီးအပိုင် လက်ရောက်လွှဲပြောင်း၀ယ်ယူရန်အတွက် ရောင်းကြေးရန်ငွေများ ပေးချေခဲ့ပြီး ဖြစ်ပါသည်။ [497, 105, 1103, 176]
notice-title-line-1: မန္တလေးနိုင်ငံခြားဘာသာတက္ကသိုလ် [171, 70, 327, 85]
notice-6-signature [798, 1284, 1104, 1371]
course-field-value: အခြေခံပညာအလယ်တန်းအောင် [181, 529, 470, 543]
course-field-value: (၂-၁၀-၂၀၂၂)ရက်နေ့ မှ (၁၈-၁၀-၂၀၂၂)ရက်နေ့ ထိ [181, 236, 470, 261]
course-field-value: ၃ လအတွက် (၆၀၀၀၀/-)(ကျပ်ခြောက်သောင်းတိတိ) (တစ်ကြိမ်တည်းပေးသွင်းရမည်) [181, 501, 470, 515]
logo-subtext: ထူးခြား [579, 41, 600, 50]
course-field-label: ပုံစံစစ်ရန် နှင့် ဝင်ခွင့်စာမေးပွဲ ကြေးပေးသွင်းရမည့်ရက် [51, 448, 181, 473]
course-field-value: (၁၁-၁၁-၂၀၂၂) စနေ၊ တနင်္ဂနွေ နံနက် (၈:၀၀ မှ ၁၂:၀၀) နာရီ ထိ [181, 1013, 470, 1027]
course-row [29, 275, 470, 289]
course-field-label: သင်တန်းစတင်မည့်နေ့ [51, 487, 181, 501]
course-number: ၇ [29, 627, 51, 683]
course-row [29, 613, 470, 627]
course-field-value: တရုတ်၊ ပြင်သစ်၊ ဂျာမန်၊ ကိုရီးယား နှင့် ရုရှားဘာသာစကား ကျွမ်းကျင်မှုသင်တန်း Basic Level-I, No.59 (Weekends) [181, 907, 470, 932]
course-row [29, 236, 470, 261]
course-field-label: ပညာအရည်အချင်း [51, 865, 181, 879]
public-notice-6 [786, 1066, 1116, 1605]
course-field-value: တက္ကသိုလ်ဝင်တန်းစာမေးပွဲအောင်မြင်ပြီးသူ ဖြစ်ရမည်။ [181, 222, 470, 236]
course-field-value: (၁၁-၁၁-၂၀၂၂) စနေ၊ တနင်္ဂနွေ နံနက် (၈:၀၀ မှ ၁၂:၀၀) နာရီ ထိ [181, 180, 470, 194]
course-field-value: ၃ လအတွက် (၆၀၀၀၀/-)(ကျပ်ခြောက်သောင်းတိတိ) (တစ်ကြိမ်တည်းပေးသွင်းရမည်) [181, 725, 470, 739]
notice-5-sign-title: (အထက်တန်းရှေ့နေ) [595, 1358, 665, 1369]
advertisement-1-footer-line-2: မန္တလေးမြို့တော်စည်ပင်သာယာရေးကော်မတီ။ [557, 965, 703, 975]
notice-1-lawyer-heading: လွှဲအပ်ညွှန်ကြားချက်အရ – [754, 228, 846, 239]
notice-6-sign-heading: ဝယ်ယူသူ၏ လွှဲအပ်ချက်အရ– [902, 1286, 1000, 1296]
notice-1-phone: ၀၉-၄၃၁၀၀၀၄၀၄၊ ၀၉-၈၆၄၁၀၀၀၄၀၊ ၀၉-၄၀၂၆၂၂၁၇၃၊ ၀၉-၄၇၀၈၈၂၀၅၀ [670, 295, 930, 306]
course-field-value: ၂၃-၁၀-၂၀၂၂ ရက် (တနင်္ဂနွေ နေ့) မွန်းလွဲ (၁:၀၀ မှ ၃:၀၀) နာရီထိ ဝင်ခွင့်ဖြေဆိုရမည်။ [181, 473, 470, 487]
course-row [29, 473, 470, 487]
public-notice-2 [484, 488, 1116, 800]
advertisement-badge-1: ကြော်ငြာ [494, 816, 553, 840]
page-number: စာမျက်နှာ ၂၁ [1045, 26, 1116, 42]
course-row [29, 166, 470, 180]
course-field-label: သင်တန်းအမည် [51, 303, 181, 328]
course-row [29, 141, 470, 166]
public-notice-5 [484, 1066, 776, 1605]
lawyer-1-name: ဦးစွဲထွန်းခိုး(LL.B) [614, 246, 683, 257]
course-field-label: သင်တန်းကြေး [51, 557, 181, 571]
course-field-value: (၁၄-၁၁-၂၀၂၂) တနင်္လာ မှ သောကြာ ညနေ(၅:၀၀ နာရီမှ ၇:၀၀)နာရီ ထိ [181, 711, 470, 725]
notice-5-sign-name: ဦးသန်းရွှေ [613, 1329, 647, 1340]
course-row [29, 683, 470, 697]
course-row [29, 342, 470, 367]
lawyer-d [648, 662, 800, 688]
lawyer-d-title: တရားလွှတ်တော်ရှေ့နေ [688, 676, 760, 686]
course-row [29, 409, 470, 434]
course-field-label: သင်တန်းကြေး [51, 781, 181, 795]
course-field-value: ၃ လအတွက် (၂၇၀၀၀၀/-)(ကျပ်နှစ်သိန်းခုနစ်သောင်းတိတိ) (တစ်ကြိမ်တည်းပေးသွင်းရမည်) [181, 1027, 470, 1041]
course-field-value: ကွန်ပျူတာသင်တန်းအခြေခံအမှတ်စဉ်(၁၀၃) (Weekends) [181, 515, 470, 529]
course-row [29, 543, 470, 557]
course-row [29, 865, 470, 879]
lawyer-c-title: တရားလွှတ်တော်ရှေ့နေ [536, 676, 608, 686]
course-row [29, 669, 470, 683]
university-course-notice [20, 60, 478, 1605]
course-row [29, 974, 470, 999]
course-field-value: ကွန်ပျူတာသင်တန်းအခြေခံအမှတ်စဉ်(၁၀၄) (Weekdays) [181, 571, 470, 585]
